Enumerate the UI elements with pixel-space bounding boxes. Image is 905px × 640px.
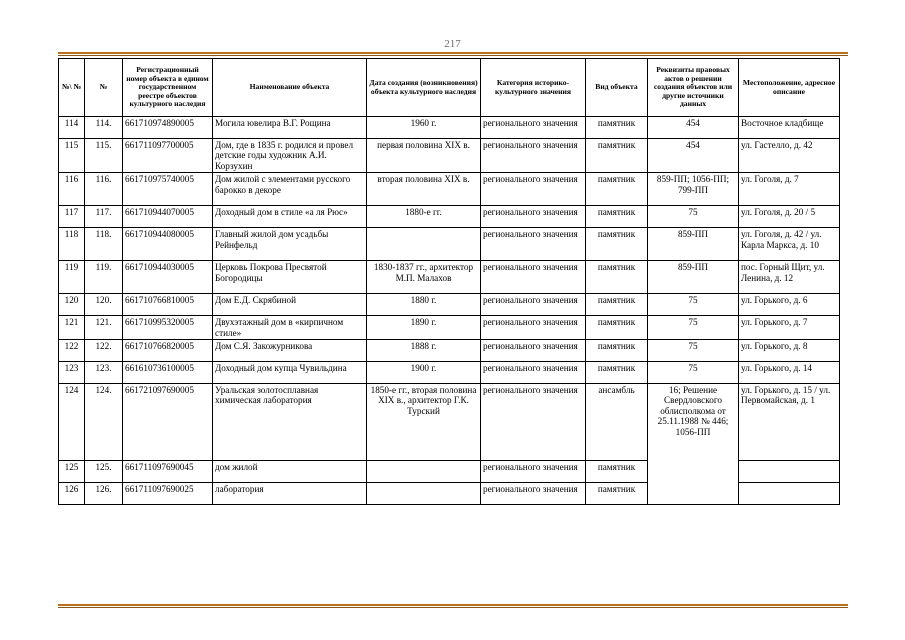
registration-number: 661710944030005: [123, 261, 213, 294]
creation-date: [367, 483, 481, 505]
header-category: Категория историко-культурного значения: [481, 59, 586, 117]
legal-acts: 454: [648, 117, 739, 139]
location-address: ул. Гастелло, д. 42: [739, 139, 840, 173]
significance-category: регионального значения: [481, 461, 586, 483]
row-index: 119: [59, 261, 85, 294]
creation-date: первая половина XIX в.: [367, 139, 481, 173]
location-address: [739, 461, 840, 483]
row-index: 120: [59, 294, 85, 316]
registration-number: 661710974890005: [123, 117, 213, 139]
object-name: Дом жилой с элементами русского барокко в декоре: [213, 173, 367, 206]
location-address: ул. Горького, д. 14: [739, 362, 840, 384]
object-type: памятник: [586, 461, 648, 483]
row-number: 121.: [85, 316, 123, 340]
significance-category: регионального значения: [481, 206, 586, 228]
row-number: 117.: [85, 206, 123, 228]
location-address: ул. Горького, д. 15 / ул. Первомайская, д. 1: [739, 384, 840, 461]
object-name: Доходный дом в стиле «а ля Рюс»: [213, 206, 367, 228]
legal-acts: 75: [648, 362, 739, 384]
row-number: 119.: [85, 261, 123, 294]
registration-number: 661710975740005: [123, 173, 213, 206]
significance-category: регионального значения: [481, 228, 586, 261]
legal-acts: 16; Решение Свердловского облисполкома от 25.11.1988 № 446; 1056-ПП: [648, 384, 739, 461]
registration-number: 661610736100005: [123, 362, 213, 384]
table-row: [59, 294, 840, 316]
legal-acts: 859-ПП: [648, 261, 739, 294]
significance-category: регионального значения: [481, 139, 586, 173]
legal-acts: [648, 483, 739, 505]
table-row: [59, 483, 840, 505]
registration-number: 661711097690045: [123, 461, 213, 483]
object-name: дом жилой: [213, 461, 367, 483]
significance-category: регионального значения: [481, 316, 586, 340]
bottom-rule-thin: [58, 607, 848, 608]
location-address: [739, 483, 840, 505]
legal-acts: 75: [648, 294, 739, 316]
object-name: Главный жилой дом усадьбы Рейнфельд: [213, 228, 367, 261]
row-number: 116.: [85, 173, 123, 206]
header-date: Дата создания (возникновения) объекта культурного наследия: [367, 59, 481, 117]
object-type: памятник: [586, 228, 648, 261]
object-type: ансамбль: [586, 384, 648, 461]
row-number: 118.: [85, 228, 123, 261]
header-num1: №\ №: [59, 59, 85, 117]
object-name: Уральская золотосплавная химическая лаборатория: [213, 384, 367, 461]
registration-number: 661710944070005: [123, 206, 213, 228]
significance-category: регионального значения: [481, 483, 586, 505]
location-address: ул. Горького, д. 6: [739, 294, 840, 316]
row-index: 123: [59, 362, 85, 384]
row-index: 125: [59, 461, 85, 483]
object-name: Дом Е.Д. Скрябиной: [213, 294, 367, 316]
table-row: [59, 261, 840, 294]
object-name: Дом, где в 1835 г. родился и провел детские годы художник А.И. Корзухин: [213, 139, 367, 173]
row-index: 117: [59, 206, 85, 228]
legal-acts: [648, 461, 739, 483]
legal-acts: 859-ПП; 1056-ПП; 799-ПП: [648, 173, 739, 206]
creation-date: [367, 461, 481, 483]
significance-category: регионального значения: [481, 294, 586, 316]
location-address: ул. Гоголя, д. 42 / ул. Карла Маркса, д. 10: [739, 228, 840, 261]
object-type: памятник: [586, 261, 648, 294]
registration-number: 661711097700005: [123, 139, 213, 173]
table-row: [59, 461, 840, 483]
location-address: ул. Горького, д. 8: [739, 340, 840, 362]
object-type: памятник: [586, 483, 648, 505]
object-type: памятник: [586, 173, 648, 206]
row-index: 118: [59, 228, 85, 261]
table-row: [59, 340, 840, 362]
object-name: Двухэтажный дом в «кирпичном стиле»: [213, 316, 367, 340]
header-type: Вид объекта: [586, 59, 648, 117]
top-rule-thin: [58, 55, 848, 56]
heritage-objects-table: [58, 58, 840, 505]
object-type: памятник: [586, 340, 648, 362]
header-reg: Регистрационный номер объекта в едином государственном реестре объектов культурного наследия: [123, 59, 213, 117]
creation-date: 1888 г.: [367, 340, 481, 362]
significance-category: регионального значения: [481, 173, 586, 206]
header-location: Местоположение, адресное описание: [739, 59, 840, 117]
location-address: ул. Гоголя, д. 7: [739, 173, 840, 206]
creation-date: вторая половина XIX в.: [367, 173, 481, 206]
significance-category: регионального значения: [481, 340, 586, 362]
object-name: Церковь Покрова Пресвятой Богородицы: [213, 261, 367, 294]
row-index: 116: [59, 173, 85, 206]
table-row: [59, 384, 840, 461]
registration-number: 661721097690005: [123, 384, 213, 461]
creation-date: 1890 г.: [367, 316, 481, 340]
table-row: [59, 316, 840, 340]
object-name: лаборатория: [213, 483, 367, 505]
object-type: памятник: [586, 294, 648, 316]
registration-number: 661710995320005: [123, 316, 213, 340]
significance-category: регионального значения: [481, 362, 586, 384]
header-name: Наименование объекта: [213, 59, 367, 117]
location-address: ул. Горького, д. 7: [739, 316, 840, 340]
table-row: [59, 228, 840, 261]
creation-date: 1850-е гг., вторая половина XIX в., архитектор Г.К. Турский: [367, 384, 481, 461]
object-type: памятник: [586, 362, 648, 384]
legal-acts: 75: [648, 316, 739, 340]
legal-acts: 859-ПП: [648, 228, 739, 261]
table-row: [59, 117, 840, 139]
row-index: 124: [59, 384, 85, 461]
table-row: [59, 362, 840, 384]
creation-date: 1900 г.: [367, 362, 481, 384]
table-row: [59, 139, 840, 173]
header-row: [59, 59, 840, 117]
registration-number: 661710944080005: [123, 228, 213, 261]
location-address: ул. Гоголя, д. 20 / 5: [739, 206, 840, 228]
row-index: 114: [59, 117, 85, 139]
row-index: 115: [59, 139, 85, 173]
row-number: 124.: [85, 384, 123, 461]
significance-category: регионального значения: [481, 117, 586, 139]
object-name: Доходный дом купца Чувильдина: [213, 362, 367, 384]
creation-date: 1830-1837 гг., архитектор М.П. Малахов: [367, 261, 481, 294]
row-number: 115.: [85, 139, 123, 173]
significance-category: регионального значения: [481, 384, 586, 461]
creation-date: [367, 228, 481, 261]
registration-number: 661710766820005: [123, 340, 213, 362]
header-acts: Реквизиты правовых актов о решении создания объектов или другие источники данных: [648, 59, 739, 117]
row-index: 122: [59, 340, 85, 362]
object-type: памятник: [586, 117, 648, 139]
row-index: 121: [59, 316, 85, 340]
table-row: [59, 173, 840, 206]
registration-number: 661711097690025: [123, 483, 213, 505]
row-index: 126: [59, 483, 85, 505]
row-number: 120.: [85, 294, 123, 316]
significance-category: регионального значения: [481, 261, 586, 294]
header-num2: №: [85, 59, 123, 117]
object-type: памятник: [586, 139, 648, 173]
registration-number: 661710766810005: [123, 294, 213, 316]
location-address: пос. Горный Щит, ул. Ленина, д. 12: [739, 261, 840, 294]
row-number: 125.: [85, 461, 123, 483]
row-number: 123.: [85, 362, 123, 384]
row-number: 114.: [85, 117, 123, 139]
legal-acts: 75: [648, 206, 739, 228]
row-number: 122.: [85, 340, 123, 362]
legal-acts: 454: [648, 139, 739, 173]
page-number: 217: [444, 38, 461, 50]
table-row: [59, 206, 840, 228]
object-type: памятник: [586, 316, 648, 340]
creation-date: 1880 г.: [367, 294, 481, 316]
creation-date: 1880-е гг.: [367, 206, 481, 228]
creation-date: 1960 г.: [367, 117, 481, 139]
object-name: Могила ювелира В.Г. Рощина: [213, 117, 367, 139]
object-name: Дом С.Я. Закожурникова: [213, 340, 367, 362]
bottom-rule: [58, 604, 848, 606]
row-number: 126.: [85, 483, 123, 505]
legal-acts: 75: [648, 340, 739, 362]
top-rule: [58, 52, 848, 54]
object-type: памятник: [586, 206, 648, 228]
location-address: Восточное кладбище: [739, 117, 840, 139]
table-body: [59, 117, 840, 505]
